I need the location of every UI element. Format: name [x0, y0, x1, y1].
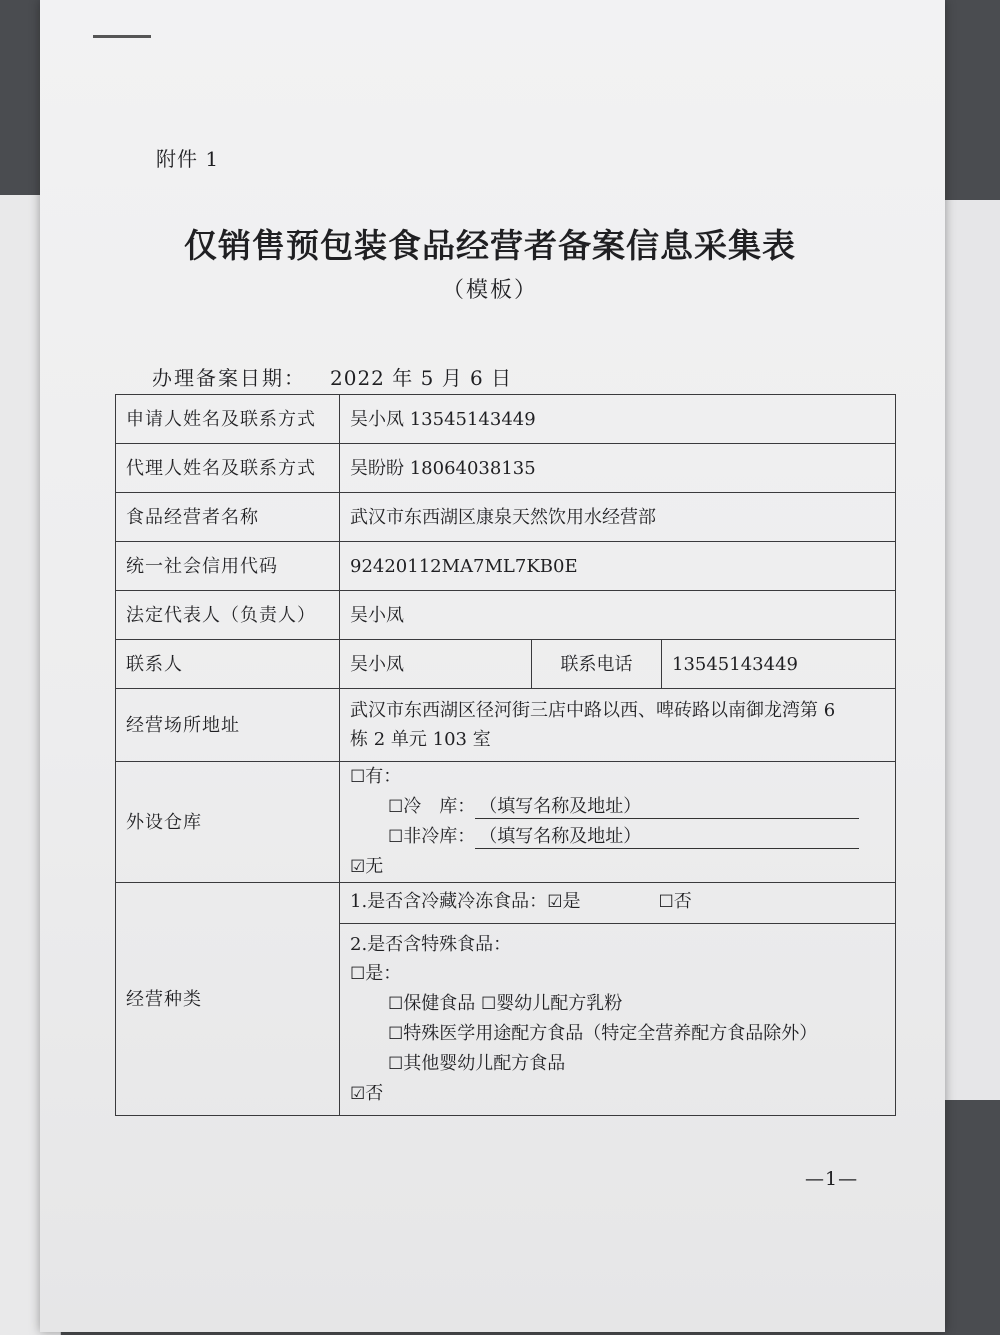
credit-code-value: 92420112MA7ML7KB0E — [340, 542, 896, 591]
infant-formula-text: 婴幼儿配方乳粉 — [496, 993, 623, 1014]
row-contact — [116, 640, 896, 689]
warehouse-noncold-field: （填写名称及地址） — [475, 826, 859, 849]
warehouse-noncold-label: 非冷库： — [403, 826, 476, 847]
document-subtitle: （模板） — [441, 278, 538, 303]
checkbox-empty-icon: ☐ — [388, 994, 404, 1014]
category-q1-no: 否 — [673, 891, 692, 912]
address-line-2: 栋 2 单元 103 室 — [350, 729, 491, 750]
checkbox-checked-icon: ☑ — [350, 1084, 366, 1104]
contact-phone-value: 13545143449 — [662, 640, 896, 689]
legal-rep-value: 吴小凤 — [340, 591, 896, 640]
business-name-label: 食品经营者名称 — [116, 493, 340, 542]
credit-code-label: 统一社会信用代码 — [116, 542, 340, 591]
business-name-value: 武汉市东西湖区康泉天然饮用水经营部 — [340, 493, 896, 542]
page-number: —1— — [805, 1168, 859, 1190]
row-category — [116, 883, 896, 1116]
row-credit-code — [116, 542, 896, 591]
checkbox-empty-icon: ☐ — [388, 797, 404, 817]
row-agent — [116, 444, 896, 493]
checkbox-empty-icon: ☐ — [480, 994, 497, 1014]
category-q2-text: 2.是否含特殊食品： — [350, 934, 512, 955]
health-food-text: 保健食品 — [403, 993, 476, 1014]
checkbox-empty-icon: ☐ — [350, 964, 366, 984]
margin-mark — [93, 35, 151, 38]
category-options — [340, 883, 896, 1116]
row-warehouse — [116, 762, 896, 883]
category-q2-no: 否 — [365, 1083, 384, 1104]
checkbox-empty-icon: ☐ — [350, 767, 366, 787]
row-business-name — [116, 493, 896, 542]
checkbox-empty-icon: ☐ — [388, 1054, 404, 1074]
row-applicant — [116, 395, 896, 444]
category-health-infant-option — [350, 989, 885, 1019]
record-form-table — [115, 394, 896, 1116]
address-line-1: 武汉市东西湖区径河街三店中路以西、啤砖路以南御龙湾第 6 — [350, 700, 836, 721]
contact-label: 联系人 — [116, 640, 340, 689]
category-special-medical-option — [350, 1019, 885, 1049]
contact-phone-label: 联系电话 — [532, 640, 662, 689]
category-label: 经营种类 — [116, 883, 340, 1116]
checkbox-empty-icon: ☐ — [388, 827, 404, 847]
warehouse-noncold-option — [350, 822, 885, 852]
document-title: 仅销售预包装食品经营者备案信息采集表 — [184, 226, 796, 265]
category-other-infant-option — [350, 1049, 885, 1079]
special-medical-text: 特殊医学用途配方食品（特定全营养配方食品除外） — [403, 1023, 818, 1044]
category-q2-yes-option — [350, 959, 885, 989]
category-q2-yes: 是： — [365, 963, 402, 984]
row-legal-rep — [116, 591, 896, 640]
filing-date-row — [152, 362, 512, 391]
attachment-label: 附件 1 — [156, 147, 220, 171]
agent-value: 吴盼盼 18064038135 — [340, 444, 896, 493]
checkbox-checked-icon: ☑ — [350, 857, 366, 877]
warehouse-yes-option — [350, 762, 885, 792]
category-q1-yes: 是 — [562, 891, 581, 912]
category-q1 — [350, 887, 885, 917]
category-q1-text: 1.是否含冷藏冷冻食品： — [350, 891, 548, 912]
category-q2-no-option — [350, 1079, 885, 1109]
agent-label: 代理人姓名及联系方式 — [116, 444, 340, 493]
address-label: 经营场所地址 — [116, 689, 340, 762]
filing-date-value: 2022 年 5 月 6 日 — [330, 366, 513, 390]
contact-value: 吴小凤 — [340, 640, 532, 689]
applicant-label: 申请人姓名及联系方式 — [116, 395, 340, 444]
warehouse-cold-option — [350, 792, 885, 822]
legal-rep-label: 法定代表人（负责人） — [116, 591, 340, 640]
warehouse-no-text: 无 — [365, 856, 384, 877]
row-address — [116, 689, 896, 762]
checkbox-empty-icon: ☐ — [388, 1024, 404, 1044]
checkbox-checked-icon: ☑ — [547, 892, 563, 912]
warehouse-no-option — [350, 852, 885, 882]
filing-date-label: 办理备案日期： — [152, 366, 306, 390]
category-divider — [340, 923, 895, 924]
warehouse-cold-label: 冷 库： — [403, 796, 476, 817]
warehouse-cold-field: （填写名称及地址） — [475, 796, 859, 819]
warehouse-options — [340, 762, 896, 883]
warehouse-label: 外设仓库 — [116, 762, 340, 883]
other-infant-text: 其他婴幼儿配方食品 — [403, 1053, 566, 1074]
checkbox-empty-icon: ☐ — [658, 892, 674, 912]
applicant-value: 吴小凤 13545143449 — [340, 395, 896, 444]
warehouse-yes-text: 有： — [365, 766, 402, 787]
address-value — [340, 689, 896, 762]
